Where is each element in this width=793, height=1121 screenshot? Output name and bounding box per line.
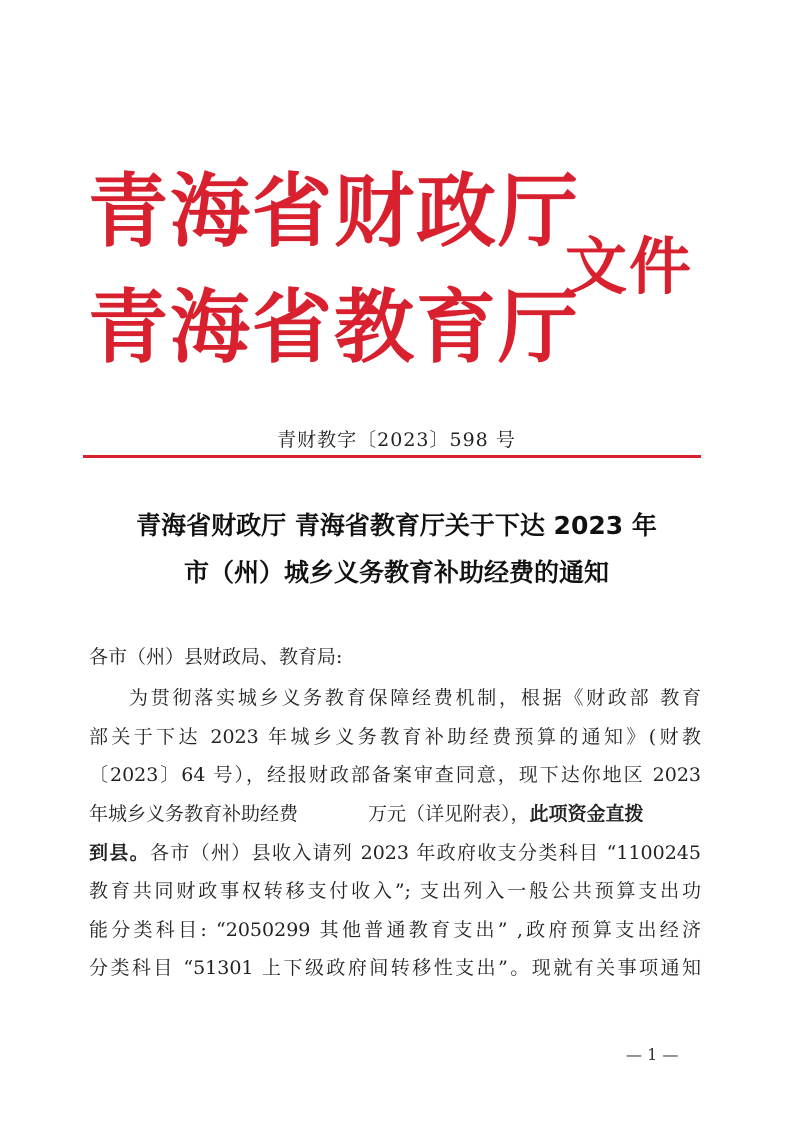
- document-suffix: 文件: [565, 230, 694, 303]
- page-number: — 1 —: [626, 1045, 679, 1064]
- salutation: 各市（州）县财政局、教育局:: [89, 646, 343, 668]
- issuing-org-finance: 青海省财政厅: [88, 165, 580, 258]
- body-line-5-rest: 各市（州）县收入请列 2023 年政府收支分类科目 “1100245: [149, 842, 701, 864]
- body-line-5: [89, 838, 701, 865]
- body-line-4: [89, 799, 701, 826]
- body-line-5-emphasis: 到县。: [89, 842, 150, 864]
- issuing-org-education: 青海省教育厅: [88, 281, 580, 374]
- body-line-4-start: 年城乡义务教育补助经费: [89, 803, 299, 825]
- body-line-4-middle: 万元（详见附表），: [368, 803, 530, 825]
- document-number: 青财教字〔2023〕598 号: [277, 429, 516, 451]
- body-line-6: 教育共同财政事权转移支付收入”; 支出列入一般公共预算支出功: [89, 880, 701, 902]
- title-line-1: 青海省财政厅 青海省教育厅关于下达 2023 年: [136, 511, 657, 540]
- body-line-7: 能分类科目: “2050299 其他普通教育支出” ,政府预算支出经济: [89, 919, 701, 941]
- body-line-3: 〔2023〕64 号），经报财政部备案审查同意，现下达你地区 2023: [89, 764, 701, 786]
- red-divider: [83, 455, 701, 458]
- title-line-2: 市（州）城乡义务教育补助经费的通知: [183, 558, 609, 587]
- body-line-8: 分类科目 “51301 上下级政府间转移性支出”。现就有关事项通知: [89, 957, 701, 979]
- body-line-4-emphasis: 此项资金直拨: [529, 803, 644, 825]
- body-line-2: 部关于下达 2023 年城乡义务教育补助经费预算的通知》(财教: [89, 726, 701, 748]
- body-line-1: 为贯彻落实城乡义务教育保障经费机制，根据《财政部 教育: [129, 687, 701, 709]
